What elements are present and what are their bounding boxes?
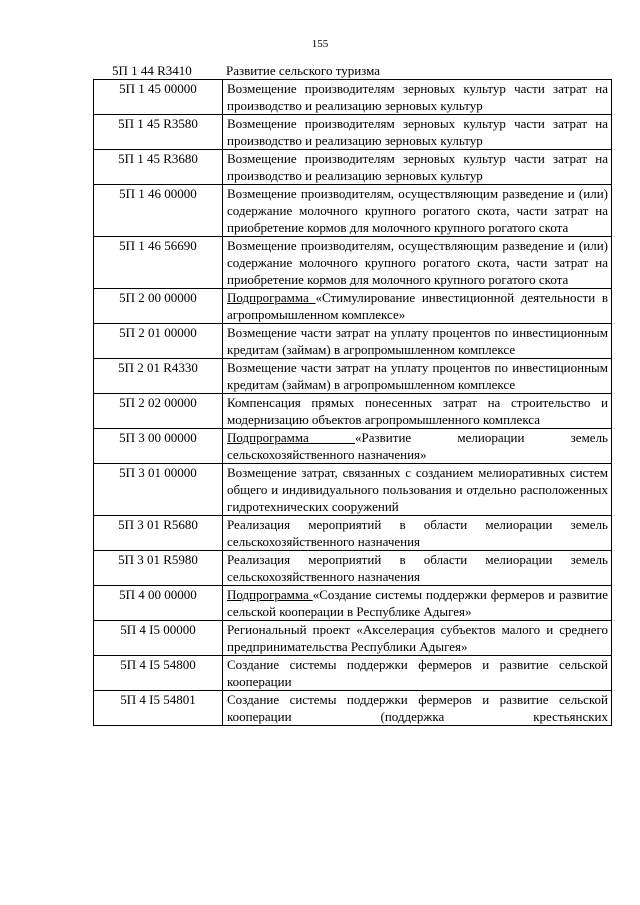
row-code: 5П 4 00 00000 bbox=[94, 586, 223, 621]
row-text: Возмещение части затрат на уплату процентов по инвестиционным кредитам (займам) в агропромышленном комплексе bbox=[227, 325, 608, 357]
subprogram-label: Подпрограмма bbox=[227, 290, 316, 305]
row-description bbox=[223, 289, 612, 324]
subprogram-label: Подпрограмма bbox=[227, 430, 356, 445]
row-code: 5П 1 45 R3680 bbox=[94, 150, 223, 185]
table-row bbox=[94, 80, 612, 115]
table-row bbox=[94, 150, 612, 185]
row-text: Возмещение производителям зерновых культур части затрат на производство и реализацию зерновых культур bbox=[227, 81, 608, 113]
carryover-title: Развитие сельского туризма bbox=[226, 63, 381, 78]
table-row bbox=[94, 115, 612, 150]
row-text: Региональный проект «Акселерация субъектов малого и среднего предпринимательства Республики Адыгея» bbox=[227, 622, 608, 654]
row-text: Реализация мероприятий в области мелиорации земель сельскохозяйственного назначения bbox=[227, 517, 608, 549]
row-description bbox=[223, 115, 612, 150]
table-row bbox=[94, 621, 612, 656]
row-description bbox=[223, 656, 612, 691]
row-code: 5П 2 02 00000 bbox=[94, 394, 223, 429]
row-description bbox=[223, 464, 612, 516]
table-row bbox=[94, 237, 612, 289]
row-code: 5П 4 I5 54800 bbox=[94, 656, 223, 691]
row-text: «Стимулирование инвестиционной деятельности в агропромышленном комплексе» bbox=[227, 290, 608, 322]
row-description bbox=[223, 324, 612, 359]
row-text: Компенсация прямых понесенных затрат на строительство и модернизацию объектов агропромышленного комплекса bbox=[227, 395, 608, 427]
table-row bbox=[94, 551, 612, 586]
row-description bbox=[223, 691, 612, 726]
row-code: 5П 1 45 R3580 bbox=[94, 115, 223, 150]
row-code: 5П 3 00 00000 bbox=[94, 429, 223, 464]
row-code: 5П 1 46 56690 bbox=[94, 237, 223, 289]
row-description bbox=[223, 185, 612, 237]
row-description bbox=[223, 429, 612, 464]
row-description bbox=[223, 621, 612, 656]
row-text: Создание системы поддержки фермеров и развитие сельской кооперации bbox=[227, 657, 608, 689]
table-row bbox=[94, 586, 612, 621]
row-description bbox=[223, 586, 612, 621]
budget-classification-table bbox=[93, 79, 612, 726]
row-code: 5П 3 01 R5980 bbox=[94, 551, 223, 586]
table-row bbox=[94, 289, 612, 324]
row-text: «Создание системы поддержки фермеров и развитие сельской кооперации в Республике Адыгея» bbox=[227, 587, 608, 619]
row-description bbox=[223, 394, 612, 429]
row-text: Возмещение части затрат на уплату процентов по инвестиционным кредитам (займам) в агропромышленном комплексе bbox=[227, 360, 608, 392]
row-text: Возмещение производителям, осуществляющим разведение и (или) содержание молочного крупного рогатого скота, части затрат на приобретение кормов для молочного крупного рогатого скота bbox=[227, 238, 608, 287]
table-row bbox=[94, 429, 612, 464]
row-text: Возмещение производителям, осуществляющим разведение и (или) содержание молочного крупного рогатого скота, части затрат на приобретение кормов для молочного крупного рогатого скота bbox=[227, 186, 608, 235]
row-description bbox=[223, 359, 612, 394]
page-number: 155 bbox=[311, 38, 329, 50]
table-row bbox=[94, 394, 612, 429]
row-code: 5П 2 01 00000 bbox=[94, 324, 223, 359]
row-code: 5П 4 I5 00000 bbox=[94, 621, 223, 656]
row-code: 5П 4 I5 54801 bbox=[94, 691, 223, 726]
row-text: «Развитие мелиорации земель сельскохозяйственного назначения» bbox=[227, 430, 608, 462]
row-code: 5П 1 45 00000 bbox=[94, 80, 223, 115]
table-row bbox=[94, 464, 612, 516]
carryover-row bbox=[94, 64, 614, 78]
subprogram-label: Подпрограмма bbox=[227, 587, 313, 602]
row-text: Создание системы поддержки фермеров и развитие сельской кооперации (поддержка крестьянских bbox=[227, 692, 608, 724]
row-text: Возмещение затрат, связанных с созданием мелиоративных систем общего и индивидуального пользования и отдельно расположенных гидротехнических сооружений bbox=[227, 465, 608, 514]
row-text: Реализация мероприятий в области мелиорации земель сельскохозяйственного назначения bbox=[227, 552, 608, 584]
carryover-code: 5П 1 44 R3410 bbox=[112, 63, 192, 78]
table-row bbox=[94, 324, 612, 359]
row-description bbox=[223, 80, 612, 115]
table-row bbox=[94, 691, 612, 726]
row-text: Возмещение производителям зерновых культур части затрат на производство и реализацию зерновых культур bbox=[227, 116, 608, 148]
table-row bbox=[94, 656, 612, 691]
row-code: 5П 2 01 R4330 bbox=[94, 359, 223, 394]
row-description bbox=[223, 516, 612, 551]
table-row bbox=[94, 185, 612, 237]
row-code: 5П 3 01 R5680 bbox=[94, 516, 223, 551]
row-code: 5П 3 01 00000 bbox=[94, 464, 223, 516]
row-text: Возмещение производителям зерновых культур части затрат на производство и реализацию зерновых культур bbox=[227, 151, 608, 183]
table-row bbox=[94, 516, 612, 551]
row-description bbox=[223, 551, 612, 586]
row-code: 5П 2 00 00000 bbox=[94, 289, 223, 324]
row-code: 5П 1 46 00000 bbox=[94, 185, 223, 237]
row-description bbox=[223, 237, 612, 289]
row-description bbox=[223, 150, 612, 185]
table-row bbox=[94, 359, 612, 394]
